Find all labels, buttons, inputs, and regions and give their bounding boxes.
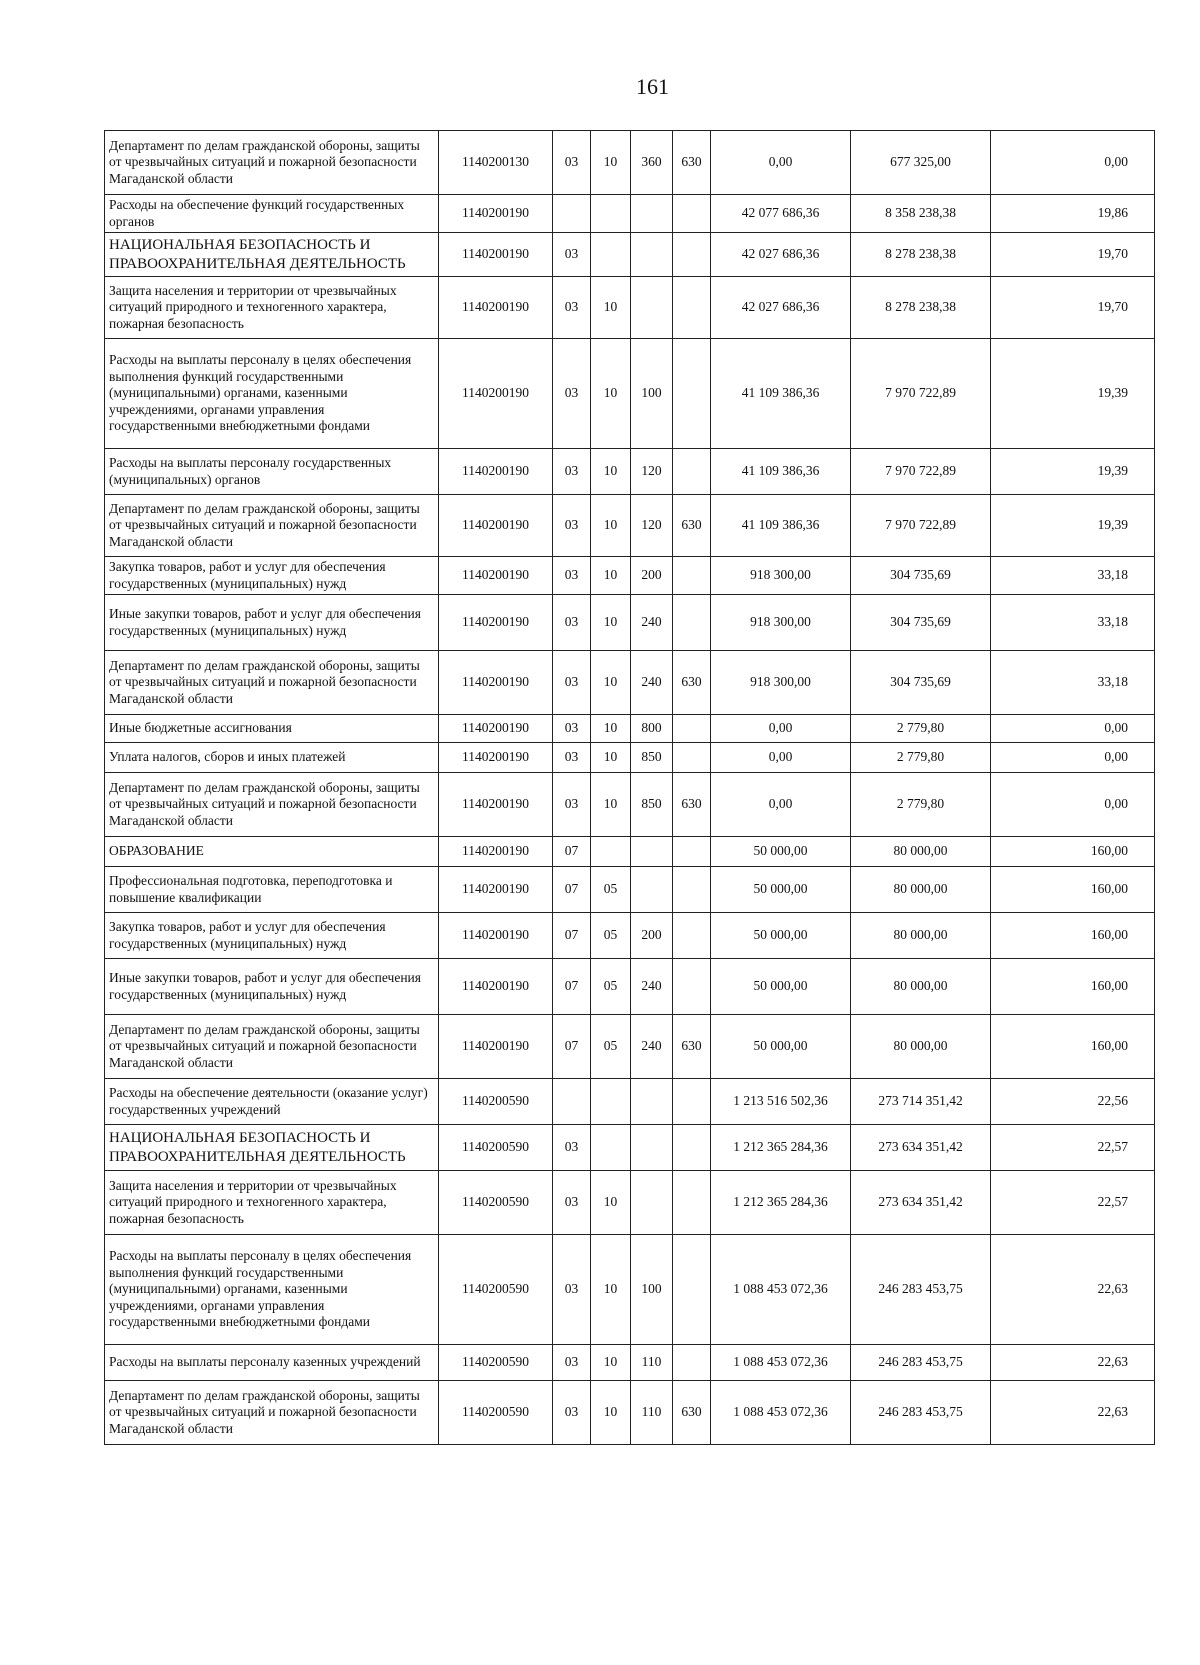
row-actual-amount: 246 283 453,75 — [851, 1345, 991, 1381]
row-subsection — [591, 837, 631, 867]
table-row — [105, 131, 1155, 195]
row-actual-amount: 80 000,00 — [851, 959, 991, 1015]
row-section: 03 — [553, 1235, 591, 1345]
row-expense-type: 200 — [631, 557, 673, 595]
row-subsection: 10 — [591, 651, 631, 715]
row-subsection: 10 — [591, 773, 631, 837]
row-expense-type: 120 — [631, 495, 673, 557]
row-expense-type: 200 — [631, 913, 673, 959]
row-section: 03 — [553, 557, 591, 595]
row-administrator-code — [673, 837, 711, 867]
row-target-article: 1140200190 — [439, 195, 553, 233]
row-section: 03 — [553, 715, 591, 743]
row-subsection: 10 — [591, 743, 631, 773]
row-plan-amount: 50 000,00 — [711, 837, 851, 867]
table-row — [105, 1345, 1155, 1381]
row-name: Департамент по делам гражданской обороны, защиты от чрезвычайных ситуаций и пожарной безопасности Магаданской области — [105, 131, 439, 195]
row-target-article: 1140200590 — [439, 1381, 553, 1445]
row-expense-type: 100 — [631, 1235, 673, 1345]
row-plan-amount: 42 077 686,36 — [711, 195, 851, 233]
row-section: 03 — [553, 1345, 591, 1381]
row-actual-amount: 80 000,00 — [851, 867, 991, 913]
row-name: Иные закупки товаров, работ и услуг для обеспечения государственных (муниципальных) нужд — [105, 959, 439, 1015]
row-section: 07 — [553, 913, 591, 959]
row-expense-type: 110 — [631, 1381, 673, 1445]
row-name: Иные закупки товаров, работ и услуг для обеспечения государственных (муниципальных) нужд — [105, 595, 439, 651]
row-target-article: 1140200590 — [439, 1171, 553, 1235]
row-execution-percent: 19,39 — [991, 495, 1155, 557]
table-row — [105, 773, 1155, 837]
row-administrator-code — [673, 913, 711, 959]
row-target-article: 1140200190 — [439, 1015, 553, 1079]
row-section: 07 — [553, 867, 591, 913]
row-execution-percent: 19,70 — [991, 277, 1155, 339]
row-section: 07 — [553, 1015, 591, 1079]
row-administrator-code — [673, 1235, 711, 1345]
row-administrator-code — [673, 233, 711, 277]
row-target-article: 1140200590 — [439, 1345, 553, 1381]
row-execution-percent: 33,18 — [991, 651, 1155, 715]
row-subsection — [591, 1079, 631, 1125]
row-administrator-code: 630 — [673, 495, 711, 557]
row-plan-amount: 1 088 453 072,36 — [711, 1345, 851, 1381]
row-name: Закупка товаров, работ и услуг для обеспечения государственных (муниципальных) нужд — [105, 557, 439, 595]
row-expense-type — [631, 1079, 673, 1125]
row-plan-amount: 50 000,00 — [711, 959, 851, 1015]
row-plan-amount: 0,00 — [711, 773, 851, 837]
row-expense-type — [631, 837, 673, 867]
row-execution-percent: 160,00 — [991, 959, 1155, 1015]
row-target-article: 1140200190 — [439, 277, 553, 339]
row-administrator-code — [673, 1171, 711, 1235]
table-row — [105, 743, 1155, 773]
row-actual-amount: 273 714 351,42 — [851, 1079, 991, 1125]
row-actual-amount: 2 779,80 — [851, 743, 991, 773]
row-administrator-code: 630 — [673, 651, 711, 715]
row-execution-percent: 33,18 — [991, 557, 1155, 595]
row-expense-type: 240 — [631, 1015, 673, 1079]
row-plan-amount: 41 109 386,36 — [711, 495, 851, 557]
row-actual-amount: 246 283 453,75 — [851, 1235, 991, 1345]
row-expense-type: 240 — [631, 959, 673, 1015]
row-actual-amount: 2 779,80 — [851, 773, 991, 837]
row-execution-percent: 22,63 — [991, 1235, 1155, 1345]
row-expense-type: 240 — [631, 651, 673, 715]
row-subsection: 10 — [591, 1381, 631, 1445]
table-row — [105, 913, 1155, 959]
row-administrator-code — [673, 339, 711, 449]
row-subsection — [591, 1125, 631, 1171]
budget-table-body — [105, 131, 1155, 1445]
row-actual-amount: 8 358 238,38 — [851, 195, 991, 233]
row-target-article: 1140200130 — [439, 131, 553, 195]
row-subsection: 10 — [591, 449, 631, 495]
table-row — [105, 595, 1155, 651]
row-execution-percent: 22,63 — [991, 1345, 1155, 1381]
row-actual-amount: 7 970 722,89 — [851, 449, 991, 495]
row-name: НАЦИОНАЛЬНАЯ БЕЗОПАСНОСТЬ И ПРАВООХРАНИТЕЛЬНАЯ ДЕЯТЕЛЬНОСТЬ — [105, 233, 439, 277]
table-row — [105, 1015, 1155, 1079]
row-subsection — [591, 195, 631, 233]
row-execution-percent: 22,57 — [991, 1171, 1155, 1235]
row-plan-amount: 41 109 386,36 — [711, 449, 851, 495]
row-actual-amount: 273 634 351,42 — [851, 1171, 991, 1235]
row-plan-amount: 0,00 — [711, 715, 851, 743]
table-row — [105, 1235, 1155, 1345]
row-administrator-code — [673, 277, 711, 339]
row-execution-percent: 19,70 — [991, 233, 1155, 277]
row-section: 03 — [553, 277, 591, 339]
row-name: Иные бюджетные ассигнования — [105, 715, 439, 743]
row-subsection: 10 — [591, 1345, 631, 1381]
row-name: Департамент по делам гражданской обороны, защиты от чрезвычайных ситуаций и пожарной безопасности Магаданской области — [105, 773, 439, 837]
budget-table — [104, 130, 1155, 1445]
row-plan-amount: 0,00 — [711, 131, 851, 195]
row-administrator-code — [673, 449, 711, 495]
row-actual-amount: 7 970 722,89 — [851, 495, 991, 557]
row-plan-amount: 50 000,00 — [711, 913, 851, 959]
row-expense-type — [631, 1171, 673, 1235]
row-administrator-code — [673, 195, 711, 233]
row-section: 03 — [553, 131, 591, 195]
row-actual-amount: 304 735,69 — [851, 595, 991, 651]
row-execution-percent: 0,00 — [991, 743, 1155, 773]
row-subsection: 10 — [591, 1235, 631, 1345]
row-target-article: 1140200190 — [439, 715, 553, 743]
row-name: Департамент по делам гражданской обороны, защиты от чрезвычайных ситуаций и пожарной безопасности Магаданской области — [105, 495, 439, 557]
row-section — [553, 195, 591, 233]
table-row — [105, 277, 1155, 339]
row-administrator-code — [673, 595, 711, 651]
row-plan-amount: 1 088 453 072,36 — [711, 1381, 851, 1445]
row-execution-percent: 160,00 — [991, 867, 1155, 913]
table-row — [105, 651, 1155, 715]
row-administrator-code: 630 — [673, 1015, 711, 1079]
row-actual-amount: 2 779,80 — [851, 715, 991, 743]
table-row — [105, 837, 1155, 867]
row-execution-percent: 19,39 — [991, 449, 1155, 495]
row-execution-percent: 22,63 — [991, 1381, 1155, 1445]
row-plan-amount: 50 000,00 — [711, 1015, 851, 1079]
row-actual-amount: 304 735,69 — [851, 651, 991, 715]
table-row — [105, 449, 1155, 495]
table-row — [105, 233, 1155, 277]
row-name: Расходы на выплаты персоналу государственных (муниципальных) органов — [105, 449, 439, 495]
row-plan-amount: 50 000,00 — [711, 867, 851, 913]
row-expense-type: 110 — [631, 1345, 673, 1381]
row-execution-percent: 0,00 — [991, 131, 1155, 195]
row-subsection: 05 — [591, 959, 631, 1015]
row-section: 03 — [553, 1381, 591, 1445]
table-row — [105, 1125, 1155, 1171]
row-expense-type — [631, 1125, 673, 1171]
row-section: 07 — [553, 837, 591, 867]
row-name: Профессиональная подготовка, переподготовка и повышение квалификации — [105, 867, 439, 913]
table-row — [105, 557, 1155, 595]
row-plan-amount: 918 300,00 — [711, 595, 851, 651]
row-subsection: 10 — [591, 277, 631, 339]
row-expense-type — [631, 233, 673, 277]
row-expense-type: 360 — [631, 131, 673, 195]
row-name: НАЦИОНАЛЬНАЯ БЕЗОПАСНОСТЬ И ПРАВООХРАНИТЕЛЬНАЯ ДЕЯТЕЛЬНОСТЬ — [105, 1125, 439, 1171]
row-actual-amount: 8 278 238,38 — [851, 233, 991, 277]
table-row — [105, 1079, 1155, 1125]
page-number: 161 — [636, 74, 669, 99]
row-name: ОБРАЗОВАНИЕ — [105, 837, 439, 867]
row-administrator-code: 630 — [673, 131, 711, 195]
row-plan-amount: 918 300,00 — [711, 557, 851, 595]
row-name: Департамент по делам гражданской обороны, защиты от чрезвычайных ситуаций и пожарной безопасности Магаданской области — [105, 1015, 439, 1079]
row-target-article: 1140200190 — [439, 773, 553, 837]
row-plan-amount: 41 109 386,36 — [711, 339, 851, 449]
row-administrator-code — [673, 867, 711, 913]
row-actual-amount: 80 000,00 — [851, 913, 991, 959]
row-name: Защита населения и территории от чрезвычайных ситуаций природного и техногенного характера, пожарная безопасность — [105, 277, 439, 339]
row-execution-percent: 19,39 — [991, 339, 1155, 449]
row-execution-percent: 160,00 — [991, 913, 1155, 959]
row-section: 03 — [553, 495, 591, 557]
row-plan-amount: 42 027 686,36 — [711, 233, 851, 277]
row-actual-amount: 7 970 722,89 — [851, 339, 991, 449]
row-target-article: 1140200590 — [439, 1235, 553, 1345]
table-row — [105, 959, 1155, 1015]
row-execution-percent: 22,57 — [991, 1125, 1155, 1171]
row-name: Департамент по делам гражданской обороны, защиты от чрезвычайных ситуаций и пожарной безопасности Магаданской области — [105, 651, 439, 715]
row-administrator-code: 630 — [673, 773, 711, 837]
row-administrator-code — [673, 1079, 711, 1125]
row-expense-type — [631, 277, 673, 339]
row-execution-percent: 33,18 — [991, 595, 1155, 651]
table-row — [105, 1171, 1155, 1235]
row-plan-amount: 1 088 453 072,36 — [711, 1235, 851, 1345]
row-plan-amount: 0,00 — [711, 743, 851, 773]
row-section: 03 — [553, 449, 591, 495]
row-section: 03 — [553, 651, 591, 715]
row-actual-amount: 8 278 238,38 — [851, 277, 991, 339]
row-expense-type: 850 — [631, 743, 673, 773]
row-name: Расходы на выплаты персоналу в целях обеспечения выполнения функций государственными (муниципальными) органами, казенными учреждениями, органами управления государственными внебюджетными фондами — [105, 339, 439, 449]
row-subsection: 05 — [591, 1015, 631, 1079]
row-execution-percent: 160,00 — [991, 837, 1155, 867]
row-subsection: 10 — [591, 595, 631, 651]
row-section: 03 — [553, 1125, 591, 1171]
table-row — [105, 195, 1155, 233]
row-name: Расходы на обеспечение деятельности (оказание услуг) государственных учреждений — [105, 1079, 439, 1125]
row-subsection: 10 — [591, 1171, 631, 1235]
row-administrator-code — [673, 1125, 711, 1171]
row-target-article: 1140200190 — [439, 837, 553, 867]
row-section: 03 — [553, 1171, 591, 1235]
row-section: 03 — [553, 773, 591, 837]
table-row — [105, 495, 1155, 557]
row-expense-type: 120 — [631, 449, 673, 495]
row-execution-percent: 0,00 — [991, 715, 1155, 743]
row-actual-amount: 273 634 351,42 — [851, 1125, 991, 1171]
row-section: 03 — [553, 595, 591, 651]
row-execution-percent: 0,00 — [991, 773, 1155, 837]
row-expense-type — [631, 195, 673, 233]
row-target-article: 1140200190 — [439, 867, 553, 913]
row-plan-amount: 1 213 516 502,36 — [711, 1079, 851, 1125]
row-target-article: 1140200590 — [439, 1125, 553, 1171]
row-section: 03 — [553, 233, 591, 277]
row-execution-percent: 160,00 — [991, 1015, 1155, 1079]
row-target-article: 1140200190 — [439, 913, 553, 959]
row-plan-amount: 42 027 686,36 — [711, 277, 851, 339]
table-row — [105, 339, 1155, 449]
row-target-article: 1140200190 — [439, 339, 553, 449]
row-administrator-code — [673, 557, 711, 595]
row-subsection: 10 — [591, 495, 631, 557]
row-plan-amount: 1 212 365 284,36 — [711, 1125, 851, 1171]
row-section: 07 — [553, 959, 591, 1015]
row-administrator-code: 630 — [673, 1381, 711, 1445]
row-subsection — [591, 233, 631, 277]
row-expense-type — [631, 867, 673, 913]
row-subsection: 10 — [591, 339, 631, 449]
row-section: 03 — [553, 743, 591, 773]
row-section — [553, 1079, 591, 1125]
row-target-article: 1140200190 — [439, 959, 553, 1015]
row-administrator-code — [673, 743, 711, 773]
row-section: 03 — [553, 339, 591, 449]
row-administrator-code — [673, 1345, 711, 1381]
row-plan-amount: 918 300,00 — [711, 651, 851, 715]
row-actual-amount: 304 735,69 — [851, 557, 991, 595]
row-name: Расходы на выплаты персоналу в целях обеспечения выполнения функций государственными (муниципальными) органами, казенными учреждениями, органами управления государственными внебюджетными фондами — [105, 1235, 439, 1345]
table-row — [105, 1381, 1155, 1445]
row-target-article: 1140200590 — [439, 1079, 553, 1125]
row-actual-amount: 80 000,00 — [851, 837, 991, 867]
table-row — [105, 715, 1155, 743]
row-target-article: 1140200190 — [439, 233, 553, 277]
row-target-article: 1140200190 — [439, 449, 553, 495]
row-administrator-code — [673, 715, 711, 743]
row-actual-amount: 80 000,00 — [851, 1015, 991, 1079]
row-actual-amount: 246 283 453,75 — [851, 1381, 991, 1445]
table-row — [105, 867, 1155, 913]
row-target-article: 1140200190 — [439, 495, 553, 557]
row-execution-percent: 22,56 — [991, 1079, 1155, 1125]
row-target-article: 1140200190 — [439, 743, 553, 773]
row-name: Уплата налогов, сборов и иных платежей — [105, 743, 439, 773]
row-name: Расходы на выплаты персоналу казенных учреждений — [105, 1345, 439, 1381]
row-expense-type: 850 — [631, 773, 673, 837]
row-execution-percent: 19,86 — [991, 195, 1155, 233]
row-subsection: 10 — [591, 557, 631, 595]
row-subsection: 05 — [591, 867, 631, 913]
row-actual-amount: 677 325,00 — [851, 131, 991, 195]
row-target-article: 1140200190 — [439, 651, 553, 715]
row-subsection: 10 — [591, 131, 631, 195]
row-expense-type: 800 — [631, 715, 673, 743]
row-name: Закупка товаров, работ и услуг для обеспечения государственных (муниципальных) нужд — [105, 913, 439, 959]
row-subsection: 05 — [591, 913, 631, 959]
row-target-article: 1140200190 — [439, 557, 553, 595]
row-name: Защита населения и территории от чрезвычайных ситуаций природного и техногенного характера, пожарная безопасность — [105, 1171, 439, 1235]
row-administrator-code — [673, 959, 711, 1015]
row-subsection: 10 — [591, 715, 631, 743]
row-name: Департамент по делам гражданской обороны, защиты от чрезвычайных ситуаций и пожарной безопасности Магаданской области — [105, 1381, 439, 1445]
row-target-article: 1140200190 — [439, 595, 553, 651]
row-expense-type: 100 — [631, 339, 673, 449]
row-name: Расходы на обеспечение функций государственных органов — [105, 195, 439, 233]
row-expense-type: 240 — [631, 595, 673, 651]
row-plan-amount: 1 212 365 284,36 — [711, 1171, 851, 1235]
